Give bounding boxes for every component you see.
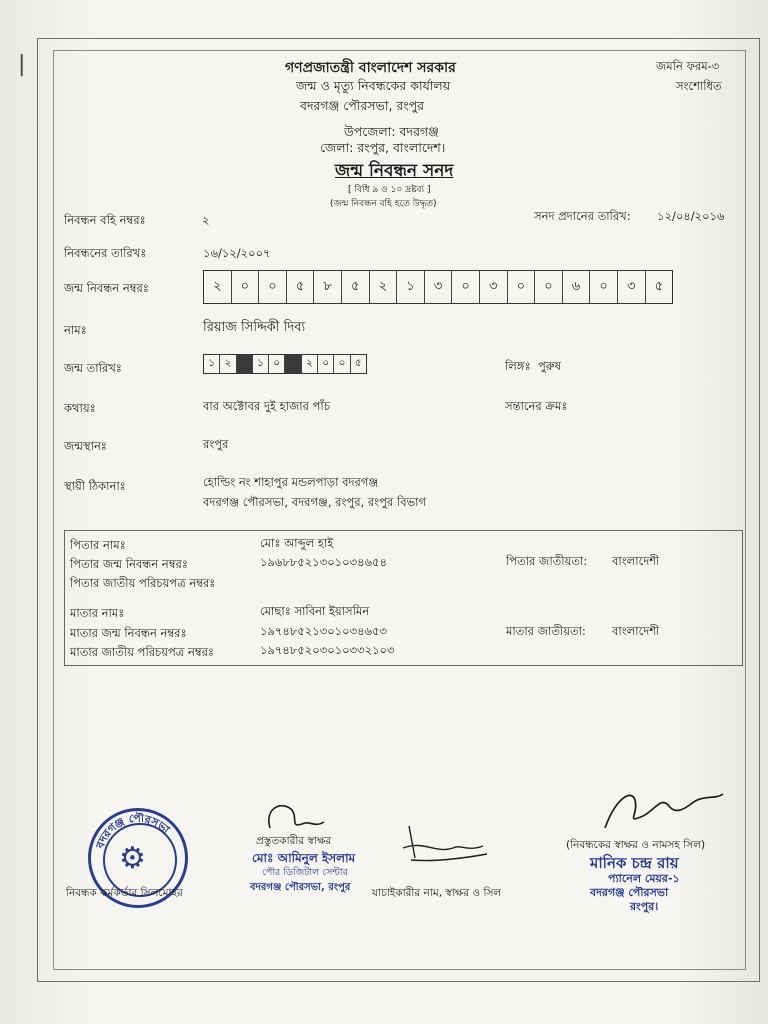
seal-text: বদরগঞ্জ পৌরসভা [93, 811, 172, 851]
seal-emblem-icon: ⚙ [119, 841, 146, 876]
dob-digit: ১ [253, 355, 269, 373]
dob-digit: ৫ [354, 356, 362, 369]
verifier-signature [395, 818, 490, 872]
dob-digit: ০ [334, 355, 350, 373]
reg-no-digit: ০ [259, 271, 287, 303]
reg-no-digit: ২ [204, 271, 232, 303]
book-no-value: ২ [202, 213, 210, 227]
dob-separator [285, 355, 301, 373]
book-no-label: নিবন্ধন বহি নম্বরঃ [64, 213, 146, 227]
birthplace-label: জন্মস্থানঃ [64, 439, 107, 453]
registrar-caption: (নিবন্ধকের স্বাক্ষর ও নামসহ সিল) [566, 839, 706, 851]
child-order-label: সন্তানের ক্রমঃ [505, 399, 568, 413]
address-line-1: হোল্ডিং নং শাহাপুর মন্ডলপাড়া বদরগঞ্জ [203, 475, 379, 489]
mother-nid-label: মাতার জাতীয় পরিচয়পত্র নম্বরঃ [70, 645, 215, 659]
mother-reg-label: মাতার জন্ম নিবন্ধন নম্বরঃ [70, 626, 187, 640]
name-label: নামঃ [64, 323, 87, 337]
verifier-caption: যাচাইকারীর নাম, স্বাক্ষর ও সিল [372, 887, 502, 899]
svg-text:বদরগঞ্জ পৌরসভা [93, 811, 172, 851]
father-name-label: পিতার নামঃ [70, 538, 126, 552]
preparer-name-stamp: মোঃ আমিনুল ইসলাম [252, 851, 356, 865]
reg-no-digit: ০ [590, 271, 618, 303]
reg-no-digit: ৩ [618, 271, 646, 303]
reg-no-label: জন্ম নিবন্ধন নম্বরঃ [64, 281, 149, 295]
in-words-value: বার অক্টোবর দুই হাজার পাঁচ [203, 399, 330, 413]
in-words-label: কথায়ঃ [64, 401, 96, 415]
father-nationality-label: পিতার জাতীয়তা: [506, 554, 588, 568]
father-nationality-value: বাংলাদেশী [612, 554, 660, 568]
gender-value: পুরুষ [538, 359, 561, 373]
reg-no-digit: ৬ [563, 271, 591, 303]
government-title: গণপ্রজাতন্ত্রী বাংলাদেশ সরকার [285, 60, 456, 76]
margin-mark: | [18, 52, 26, 77]
municipality-title: বদরগঞ্জ পৌরসভা, রংপুর [300, 98, 425, 113]
issue-date-value: ১২/০৪/২০১৬ [657, 209, 725, 223]
reg-date-value: ১৬/১২/২০০৭ [203, 246, 271, 260]
dob-boxes [203, 354, 367, 374]
mother-nationality-label: মাতার জাতীয়তা: [506, 624, 586, 638]
rule-reference: [ বিধি ৯ ও ১০ দ্রষ্টব্য ] [348, 185, 431, 195]
registrar-office-stamp: বদরগঞ্জ পৌরসভা [590, 886, 669, 899]
reg-no-digit: ০ [232, 271, 260, 303]
father-reg-label: পিতার জন্ম নিবন্ধন নম্বরঃ [70, 557, 188, 571]
dob-separator [237, 355, 253, 373]
form-status: সংশোধিত [676, 79, 722, 93]
registrar-role-stamp: প্যানেল মেয়র-১ [608, 872, 680, 885]
certificate-title: জন্ম নিবন্ধন সনদ [335, 161, 454, 181]
form-number: জমনি ফরম-৩ [656, 59, 720, 73]
father-reg-value: ১৯৬৮৮৫২১৩০১০৩৪৬৫৪ [260, 555, 387, 569]
reg-date-label: নিবন্ধনের তারিখঃ [64, 246, 147, 260]
reg-no-digit: ২ [370, 271, 398, 303]
district-line: জেলা: রংপুর, বাংলাদেশ। [320, 140, 446, 155]
gender-label: লিঙ্গঃ [505, 359, 531, 373]
dob-digit: ১ [204, 355, 220, 373]
reg-no-digit: ০ [508, 271, 536, 303]
reg-no-digit: ০ [452, 271, 480, 303]
registrar-city-stamp: রংপুর। [630, 900, 659, 913]
reg-no-digit: ৫ [342, 271, 370, 303]
preparer-role-stamp: পৌর ডিজিটাল সেন্টার [262, 867, 348, 878]
reg-no-digit: ১ [397, 271, 425, 303]
upazila-line: উপজেলা: বদরগঞ্জ [344, 124, 439, 139]
dob-digit: ২ [302, 355, 318, 373]
dob-digit: ২ [220, 355, 236, 373]
registrar-name-stamp: মানিক চন্দ্র রায় [590, 854, 679, 872]
extract-note: (জন্ম নিবন্ধন বহি হতে উদ্ধৃত) [330, 199, 437, 209]
dob-digit: ০ [318, 355, 334, 373]
reg-no-digit: ৫ [654, 278, 664, 294]
mother-reg-value: ১৯৭৪৮৫২১৩০১০৩৪৬৫৩ [260, 624, 387, 638]
mother-nid-value: ১৯৭৪৮৫২০৩০১০৩৩২১০৩ [260, 643, 395, 657]
dob-digit: ০ [269, 355, 285, 373]
mother-name-value: মোছাঃ সাবিনা ইয়াসমিন [260, 604, 370, 618]
reg-no-digit: ৮ [314, 271, 342, 303]
reg-no-digit: ০ [535, 271, 563, 303]
reg-no-digit: ৩ [480, 271, 508, 303]
registrar-signature [595, 780, 730, 839]
seal-caption: নিবন্ধক কর্মকর্তার সিলমোহর [66, 887, 183, 899]
reg-no-digit: ৫ [287, 271, 315, 303]
reg-no-boxes [203, 270, 673, 304]
issue-date-label: সনদ প্রদানের তারিখ: [534, 209, 631, 223]
dob-label: জন্ম তারিখঃ [64, 361, 122, 375]
preparer-office-stamp: বদরগঞ্জ পৌরসভা, রংপুর [250, 882, 351, 893]
father-nid-label: পিতার জাতীয় পরিচয়পত্র নম্বরঃ [70, 576, 216, 590]
office-title: জন্ম ও মৃত্যু নিবন্ধকের কার্যালয় [296, 78, 451, 93]
mother-nationality-value: বাংলাদেশী [612, 624, 660, 638]
address-label: স্থায়ী ঠিকানাঃ [64, 479, 126, 493]
name-value: রিয়াজ সিদ্দিকী দিব্য [203, 320, 306, 335]
reg-no-digit: ৩ [425, 271, 453, 303]
preparer-caption: প্রস্তুতকারীর স্বাক্ষর [256, 835, 332, 847]
father-name-value: মোঃ আব্দুল হাই [260, 536, 334, 550]
birthplace-value: রংপুর [203, 437, 229, 451]
mother-name-label: মাতার নামঃ [70, 606, 125, 620]
address-line-2: বদরগঞ্জ পৌরসভা, বদরগঞ্জ, রংপুর, রংপুর বিভাগ [203, 495, 427, 509]
